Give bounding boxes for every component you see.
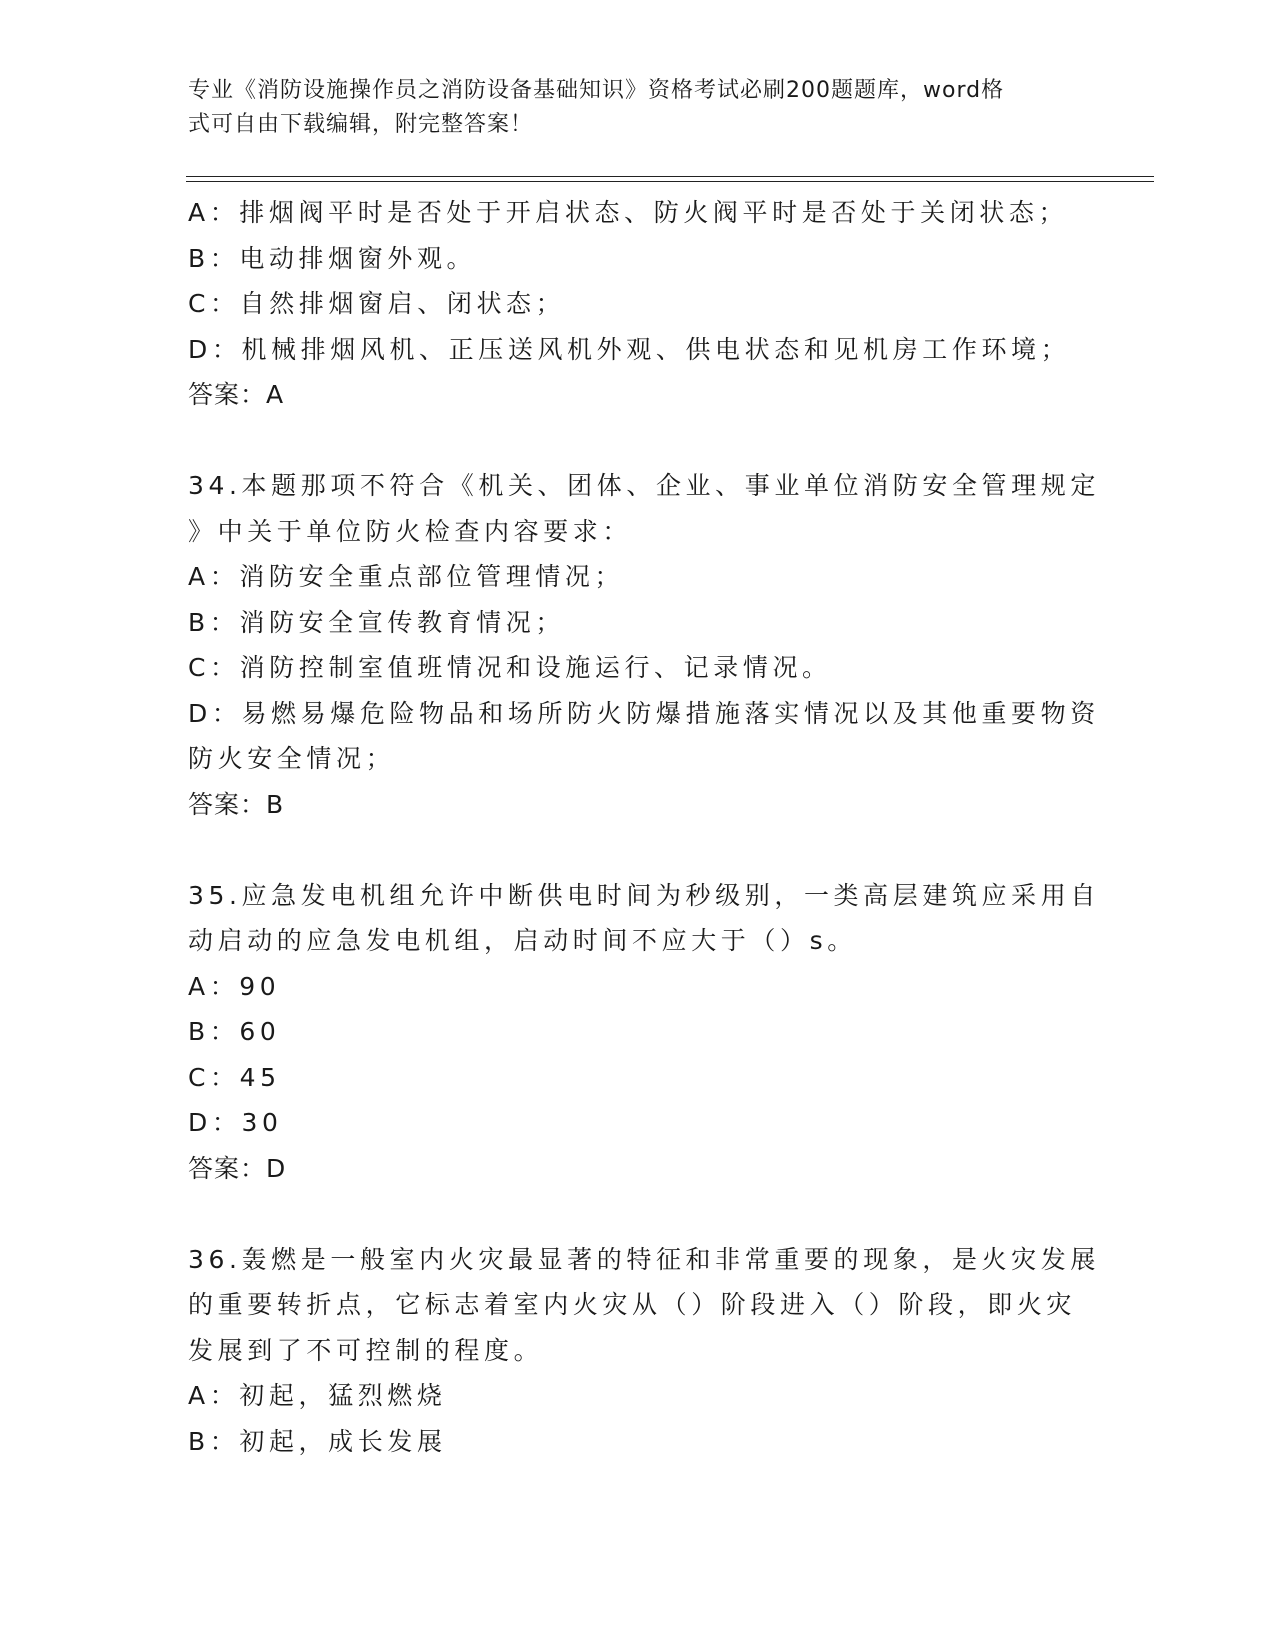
question-33 [188, 190, 1088, 418]
header-line-1: 专业《消防设施操作员之消防设备基础知识》资格考试必刷200题题库，word格 [188, 78, 1005, 103]
question-stem-line-1: 34.本题那项不符合《机关、团体、企业、事业单位消防安全管理规定 [188, 471, 1100, 500]
option-a: A：排烟阀平时是否处于开启状态、防火阀平时是否处于关闭状态； [188, 198, 1069, 227]
option-b: B：初起，成长发展 [188, 1426, 447, 1456]
option-a: A：90 [188, 971, 281, 1001]
document-header [188, 74, 1088, 142]
option-d: D：机械排烟风机、正压送风机外观、供电状态和见机房工作环境； [188, 334, 1071, 364]
question-stem-line-2: 的重要转折点，它标志着室内火灾从（）阶段进入（）阶段，即火灾 [188, 1290, 1077, 1319]
option-b: B：消防安全宣传教育情况； [188, 607, 565, 637]
question-36 [188, 1237, 1100, 1465]
option-c: C：消防控制室值班情况和设施运行、记录情况。 [188, 653, 832, 682]
question-list [188, 190, 1100, 1464]
header-divider-top [186, 176, 1154, 177]
question-stem-line-1: 35.应急发电机组允许中断供电时间为秒级别，一类高层建筑应采用自 [188, 880, 1100, 910]
question-34 [188, 463, 1100, 827]
question-35 [188, 873, 1100, 1192]
option-d-line-1: D：易燃易爆危险物品和场所防火防爆措施落实情况以及其他重要物资 [188, 698, 1100, 728]
spacer [188, 827, 1088, 873]
option-a: A：初起，猛烈燃烧 [188, 1381, 447, 1410]
option-d: D：30 [188, 1108, 283, 1137]
option-d-line-2: 防火安全情况； [188, 744, 396, 773]
answer: 答案：D [188, 1153, 287, 1183]
option-b: B：电动排烟窗外观。 [188, 243, 477, 273]
answer: 答案：B [188, 789, 285, 819]
answer: 答案：A [188, 380, 285, 409]
spacer [188, 1191, 1088, 1237]
question-stem-line-3: 发展到了不可控制的程度。 [188, 1335, 544, 1365]
question-stem-line-2: 动启动的应急发电机组，启动时间不应大于（）s。 [188, 926, 857, 955]
question-stem-line-2: 》中关于单位防火检查内容要求： [188, 516, 633, 546]
header-line-2: 式可自由下载编辑，附完整答案！ [188, 112, 534, 137]
header-divider-bottom [186, 181, 1154, 182]
option-a: A：消防安全重点部位管理情况； [188, 562, 625, 591]
spacer [188, 418, 1088, 464]
option-c: C：45 [188, 1062, 281, 1092]
question-stem-line-1: 36.轰燃是一般室内火灾最显著的特征和非常重要的现象，是火灾发展 [188, 1244, 1100, 1274]
option-c: C：自然排烟窗启、闭状态； [188, 289, 566, 318]
option-b: B：60 [188, 1017, 281, 1046]
